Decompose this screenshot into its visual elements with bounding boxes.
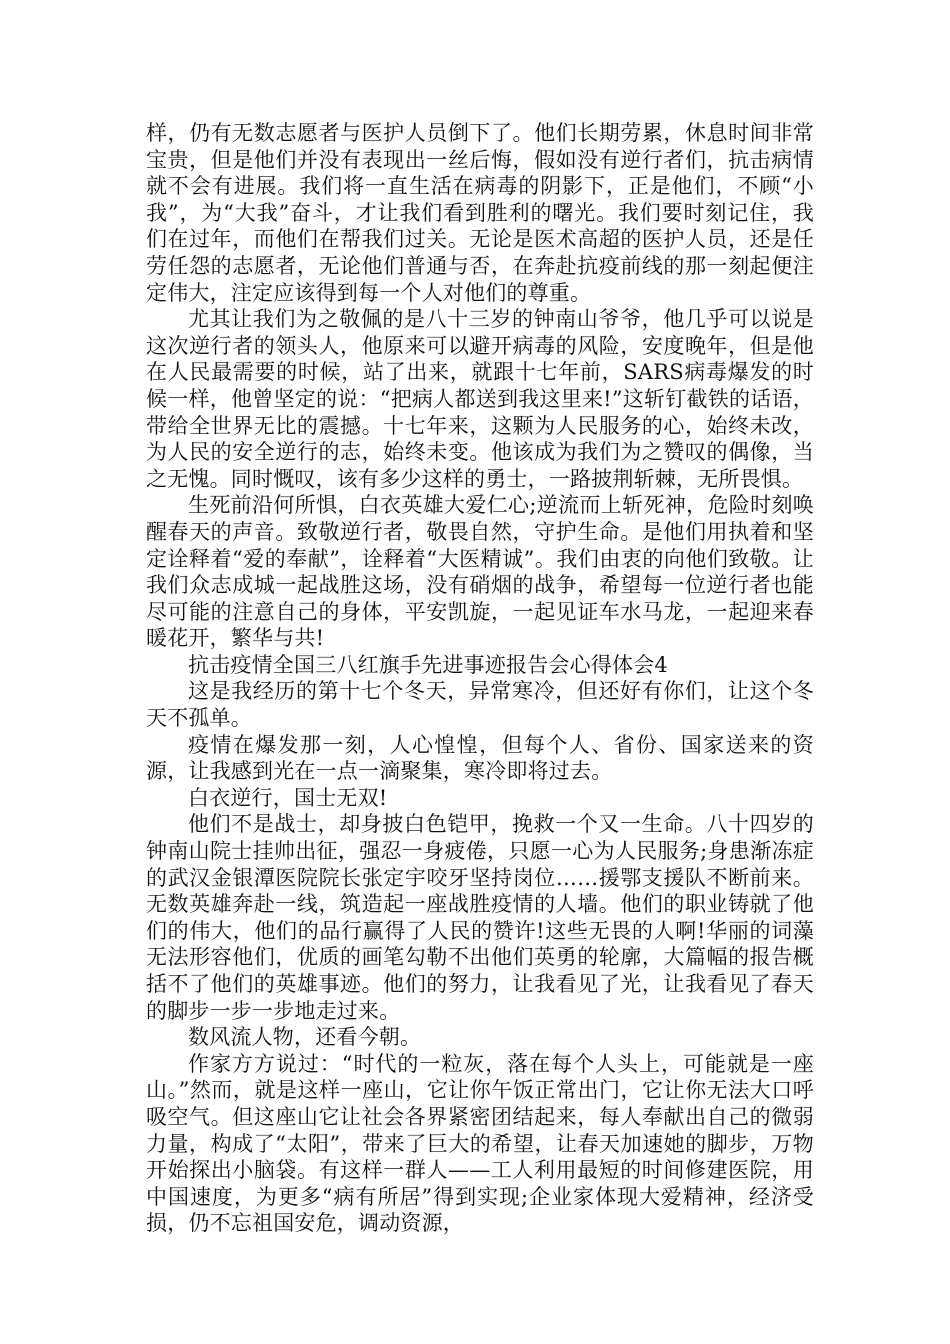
section-heading: 抗击疫情全国三八红旗手先进事迹报告会心得体会4 xyxy=(188,652,668,677)
document-page xyxy=(146,120,814,1237)
paragraph-4: 这是我经历的第十七个冬天，异常寒冷，但还好有你们，让这个冬天不孤单。 xyxy=(146,679,814,731)
paragraph-1: 样，仍有无数志愿者与医护人员倒下了。他们长期劳累，休息时间非常宝贵，但是他们并没有表现出一丝后悔，假如没有逆行者们，抗击病情就不会有进展。我们将一直生活在病毒的阴影下，正是他们，不顾“小我”，为“大我”奋斗，才让我们看到胜利的曙光。我们要时刻记住，我们在过年，而他们在帮我们过关。无论是医术高超的医护人员，还是任劳任怨的志愿者，无论他们普通与否，在奔赴抗疫前线的那一刻起便注定伟大，注定应该得到每一个人对他们的尊重。 xyxy=(146,121,814,305)
paragraph-8: 数风流人物，还看今朝。 xyxy=(188,1025,422,1050)
paragraph-2: 尤其让我们为之敬佩的是八十三岁的钟南山爷爷，他几乎可以说是这次逆行者的领头人，他原来可以避开病毒的风险，安度晚年，但是他在人民最需要的时候，站了出来，就跟十七年前，SARS病毒爆发的时候一样，他曾坚定的说：“把病人都送到我这里来!”这斩钉截铁的话语，带给全世界无比的震撼。十七年来，这颗为人民服务的心，始终未改，为人民的安全逆行的志，始终未变。他该成为我们为之赞叹的偶像，当之无愧。同时慨叹，该有多少这样的勇士，一路披荆斩棘，无所畏惧。 xyxy=(146,307,814,491)
paragraph-3: 生死前沿何所惧，白衣英雄大爱仁心;逆流而上斩死神，危险时刻唤醒春天的声音。致敬逆行者，敬畏自然，守护生命。是他们用执着和坚定诠释着“爱的奉献”，诠释着“大医精诚”。我们由衷的向他们致敬。让我们众志成城一起战胜这场，没有硝烟的战争，希望每一位逆行者也能尽可能的注意自己的身体，平安凯旋，一起见证车水马龙，一起迎来春暖花开，繁华与共! xyxy=(146,493,814,651)
paragraph-5: 疫情在爆发那一刻，人心惶惶，但每个人、省份、国家送来的资源，让我感到光在一点一滴聚集，寒冷即将过去。 xyxy=(146,732,814,784)
paragraph-9: 作家方方说过：“时代的一粒灰，落在每个人头上，可能就是一座山。”然而，就是这样一座山，它让你午饭正常出门，它让你无法大口呼吸空气。但这座山它让社会各界紧密团结起来，每人奉献出自己的微弱力量，构成了“太阳”，带来了巨大的希望，让春天加速她的脚步，万物开始探出小脑袋。有这样一群人——工人利用最短的时间修建医院，用中国速度，为更多“病有所居”得到实现;企业家体现大爱精神，经济受损，仍不忘祖国安危，调动资源， xyxy=(146,1051,814,1236)
paragraph-6: 白衣逆行，国士无双! xyxy=(188,785,388,810)
paragraph-7: 他们不是战士，却身披白色铠甲，挽救一个又一生命。八十四岁的钟南山院士挂帅出征，强忍一身疲倦，只愿一心为人民服务;身患渐冻症的武汉金银潭医院院长张定宇咬牙坚持岗位……援鄂支援队不断前来。无数英雄奔赴一线，筑造起一座战胜疫情的人墙。他们的职业铸就了他们的伟大，他们的品行赢得了人民的赞许!这些无畏的人啊!华丽的词藻无法形容他们，优质的画笔勾勒不出他们英勇的轮廓，大篇幅的报告概括不了他们的英雄事迹。他们的努力，让我看见了光，让我看见了春天的脚步一步一步地走过来。 xyxy=(146,812,814,1023)
